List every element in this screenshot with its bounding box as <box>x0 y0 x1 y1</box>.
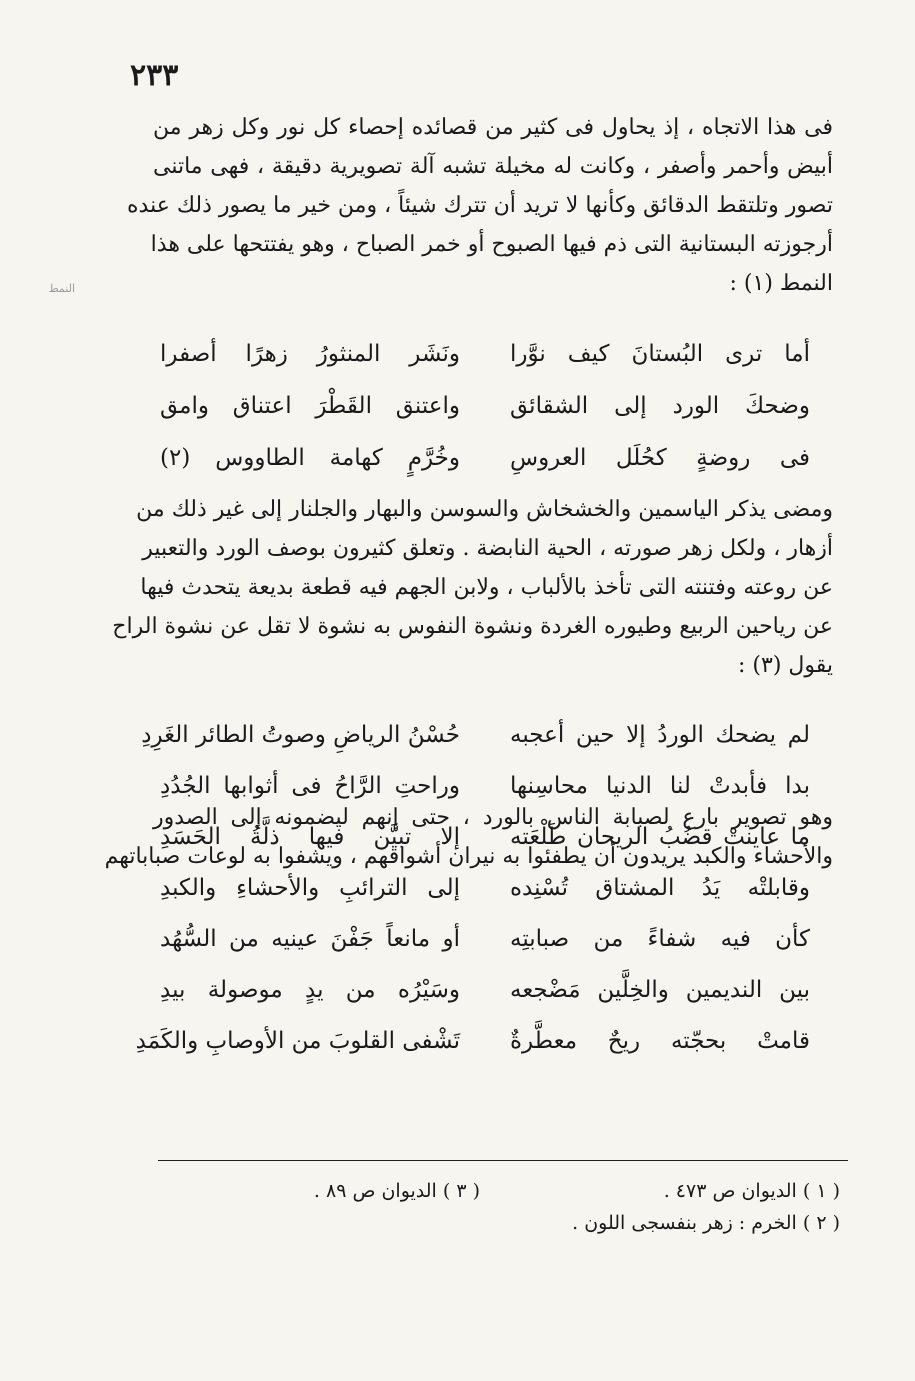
verse-second-hemistich: إلا تبيَّن فيها ذلَّةُ الحَسَدِ <box>160 824 460 850</box>
text-line: يقول (٣) : <box>737 653 833 678</box>
text-line: ومضى يذكر الياسمين والخشخاش والسوسن والبهار والجلنار إلى غير ذلك من <box>136 497 833 522</box>
text-line: فى هذا الاتجاه ، إذ يحاول فى كثير من قصائده إحصاء كل نور وكل زهر من <box>153 115 833 140</box>
verse-second-hemistich: وسَيْرُه من يدٍ موصولة بيدِ <box>160 977 460 1003</box>
verse <box>160 328 810 380</box>
verse-first-hemistich: لم يضحك الوردُ إلا حين أعجبه <box>510 722 810 748</box>
verse-first-hemistich: أما ترى البُستانَ كيف نوَّرا <box>510 341 810 367</box>
footnote-1: ( ١ ) الديوان ص ٤٧٣ . <box>663 1180 840 1202</box>
verse <box>160 965 810 1016</box>
verse-first-hemistich: وقابلتْه يَدُ المشتاق تُسْنِده <box>510 875 810 901</box>
paragraph-commentary <box>104 798 833 876</box>
text-line: أرجوزته البستانية التى ذم فيها الصبوح أو خمر الصباح ، وهو يفتتحها على هذا <box>150 232 833 257</box>
verse-first-hemistich: بين النديمين والخِلَّين مَضْجعه <box>510 977 810 1003</box>
poem-ibn-al-jahm <box>135 710 810 1067</box>
text-line: وهو تصوير بارع لصبابة الناس بالورد ، حتى إنهم ليضمونه إلى الصدور <box>153 805 833 830</box>
footnote-3: ( ٣ ) الديوان ص ٨٩ . <box>313 1180 480 1202</box>
verse-second-hemistich: وخُرَّمٍ كهامة الطاووس (٢) <box>160 445 460 471</box>
text-line: أزهار ، ولكل زهر صورته ، الحية النابضة . وتعلق كثيرون بوصف الورد والتعبير <box>142 536 833 561</box>
verse-second-hemistich: أو مانعاً جَفْنَ عينيه من السُّهُد <box>160 926 460 952</box>
verse-first-hemistich: كأن فيه شفاءً من صبابتِه <box>510 926 810 952</box>
verse-first-hemistich: ما عاينتْ قضُبُ الريحان طَلْعَته <box>510 824 810 850</box>
verse-second-hemistich: إلى الترائبِ والأحشاءِ والكبدِ <box>160 875 460 901</box>
text-line: عن رياحين الربيع وطيوره الغردة ونشوة النفوس به نشوة لا تقل عن نشوة الراح <box>112 614 833 639</box>
verse <box>141 710 810 761</box>
verse-second-hemistich: حُسْنُ الرياضِ وصوتُ الطائر الغَرِدِ <box>141 722 460 748</box>
page-number: ٢٣٣ <box>130 58 179 93</box>
verse <box>160 380 810 432</box>
verse <box>160 432 810 484</box>
text-line: عن روعته وفتنته التى تأخذ بالألباب ، ولابن الجهم فيه قطعة بديعة يتحدث فيها <box>140 575 833 600</box>
footnote-row <box>150 1175 840 1207</box>
verse-second-hemistich: تَشْفى القلوبَ من الأوصابِ والكَمَدِ <box>135 1028 460 1054</box>
poem-urjuza <box>160 328 810 484</box>
text-line: النمط (١) : <box>729 271 833 296</box>
text-line: أبيض وأحمر وأصفر ، وكانت له مخيلة تشبه آلة تصويرية دقيقة ، فهى ماتنى <box>153 154 833 179</box>
verse-second-hemistich: واعتنق القَطْرَ اعتناق وامق <box>160 393 460 419</box>
footnote-2: ( ٢ ) الخرم : زهر بنفسجى اللون . <box>572 1212 840 1234</box>
verse-first-hemistich: بدا فأبدتْ لنا الدنيا محاسِنها <box>510 773 810 799</box>
footnote-row <box>150 1207 840 1239</box>
verse <box>160 914 810 965</box>
verse-first-hemistich: وضحكَ الورد إلى الشقائق <box>510 393 810 419</box>
footnote-divider <box>158 1160 848 1161</box>
verse-second-hemistich: وراحتِ الرَّاحُ فى أثوابها الجُدُدِ <box>160 773 460 799</box>
text-line: تصور وتلتقط الدقائق وكأنها لا تريد أن تترك شيئاً ، ومن خير ما يصور ذلك عنده <box>127 193 833 218</box>
footnotes <box>150 1175 840 1239</box>
paragraph-flowers <box>112 490 833 685</box>
verse-second-hemistich: ونَشَر المنثورُ زهرًا أصفرا <box>160 341 460 367</box>
margin-note: النمط <box>48 282 75 295</box>
text-line: والأحشاء والكبد يريدون أن يطفئوا به نيران أشواقهم ، ويشفوا به لوعات صباباتهم <box>104 844 833 869</box>
verse-first-hemistich: فى روضةٍ كحُلَل العروسِ <box>510 445 810 471</box>
paragraph-intro <box>127 108 833 303</box>
verse <box>135 1016 810 1067</box>
verse-first-hemistich: قامتْ بحجّته ريحٌ معطَّرةٌ <box>510 1028 810 1054</box>
